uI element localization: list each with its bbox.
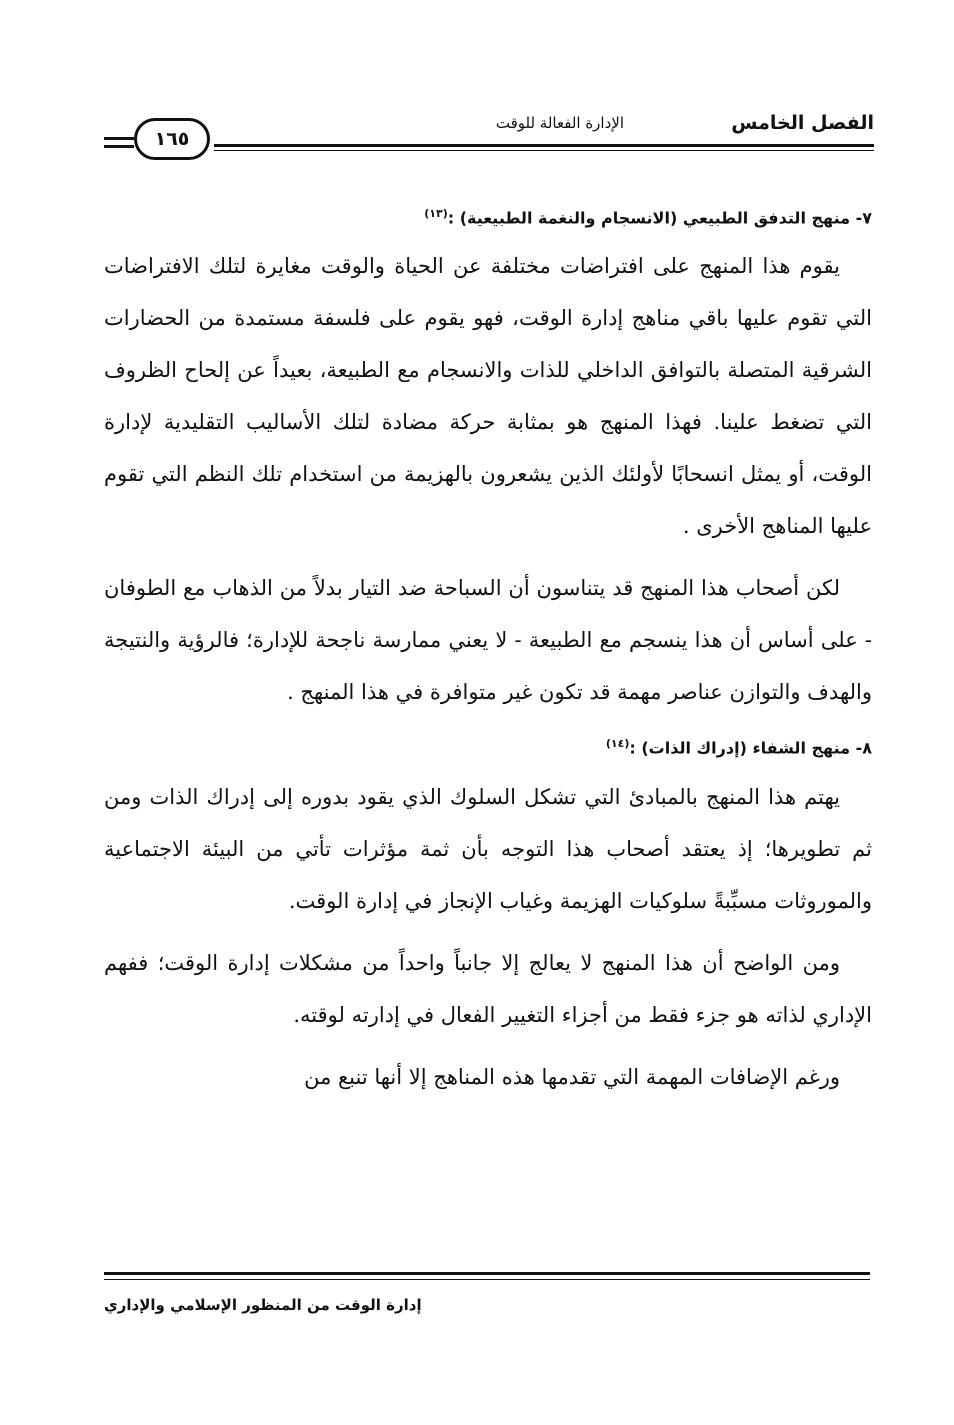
section-heading-text: ٧- منهج التدفق الطبيعي (الانسجام والنغمة الطبيعية) :	[447, 208, 872, 228]
chapter-title: الفصل الخامس	[731, 112, 874, 134]
footer-rule-thin	[104, 1279, 870, 1280]
footnote-ref: (١٤)	[605, 737, 630, 751]
page-number-dash	[104, 145, 134, 148]
paragraph: لكن أصحاب هذا المنهج قد يتناسون أن السباحة ضد التيار بدلاً من الذهاب مع الطوفان - على أساس أن هذا ينسجم مع الطبيعة - لا يعني ممارسة ناجحة للإدارة؛ فالرؤية والنتيجة والهدف والتوازن عناصر مهمة قد تكون غير متوافرة في هذا المنهج .	[104, 576, 872, 705]
section-heading	[104, 730, 872, 762]
page-body	[104, 200, 872, 1113]
paragraph: يقوم هذا المنهج على افتراضات مختلفة عن الحياة والوقت مغايرة لتلك الافتراضات التي تقوم عليها باقي مناهج إدارة الوقت، فهو يقوم على فلسفة مستمدة من الحضارات الشرقية المتصلة بالتوافق الداخلي للذات والانسجام مع الطبيعة، بعيداً عن إلحاح الظروف التي تضغط علينا. فهذا المنهج هو بمثابة حركة مضادة لتلك الأساليب التقليدية لإدارة الوقت، أو يمثل انسحابًا لأولئك الذين يشعرون بالهزيمة من استخدام تلك النظم التي تقوم عليها المناهج الأخرى .	[104, 254, 872, 539]
section-heading	[104, 200, 872, 232]
paragraph: ورغم الإضافات المهمة التي تقدمها هذه المناهج إلا أنها تنبع من	[304, 1064, 840, 1089]
running-title: الإدارة الفعالة للوقت	[495, 114, 624, 132]
footer-rule	[104, 1272, 870, 1275]
paragraph: ومن الواضح أن هذا المنهج لا يعالج إلا جانباً واحداً من مشكلات إدارة الوقت؛ ففهم الإداري لذاته هو جزء فقط من أجزاء التغيير الفعال في إدارته لوقته.	[104, 950, 872, 1027]
footer-book-title: إدارة الوقت من المنظور الإسلامي والإداري	[104, 1296, 422, 1314]
page-number: ١٦٥	[134, 118, 210, 160]
footnote-ref: (١٣)	[424, 207, 448, 220]
section-heading-text: ٨- منهج الشفاء (إدراك الذات) :	[629, 738, 872, 758]
header-rule-thin	[214, 150, 874, 151]
page-header	[104, 110, 874, 160]
page-number-dash	[104, 137, 134, 140]
paragraph: يهتم هذا المنهج بالمبادئ التي تشكل السلوك الذي يقود بدوره إلى إدراك الذات ومن ثم تطويرها؛ إذ يعتقد أصحاب هذا التوجه بأن ثمة مؤثرات تأتي من البيئة الاجتماعية والموروثات مسبِّبةً سلوكيات الهزيمة وغياب الإنجاز في إدارة الوقت.	[104, 784, 872, 913]
